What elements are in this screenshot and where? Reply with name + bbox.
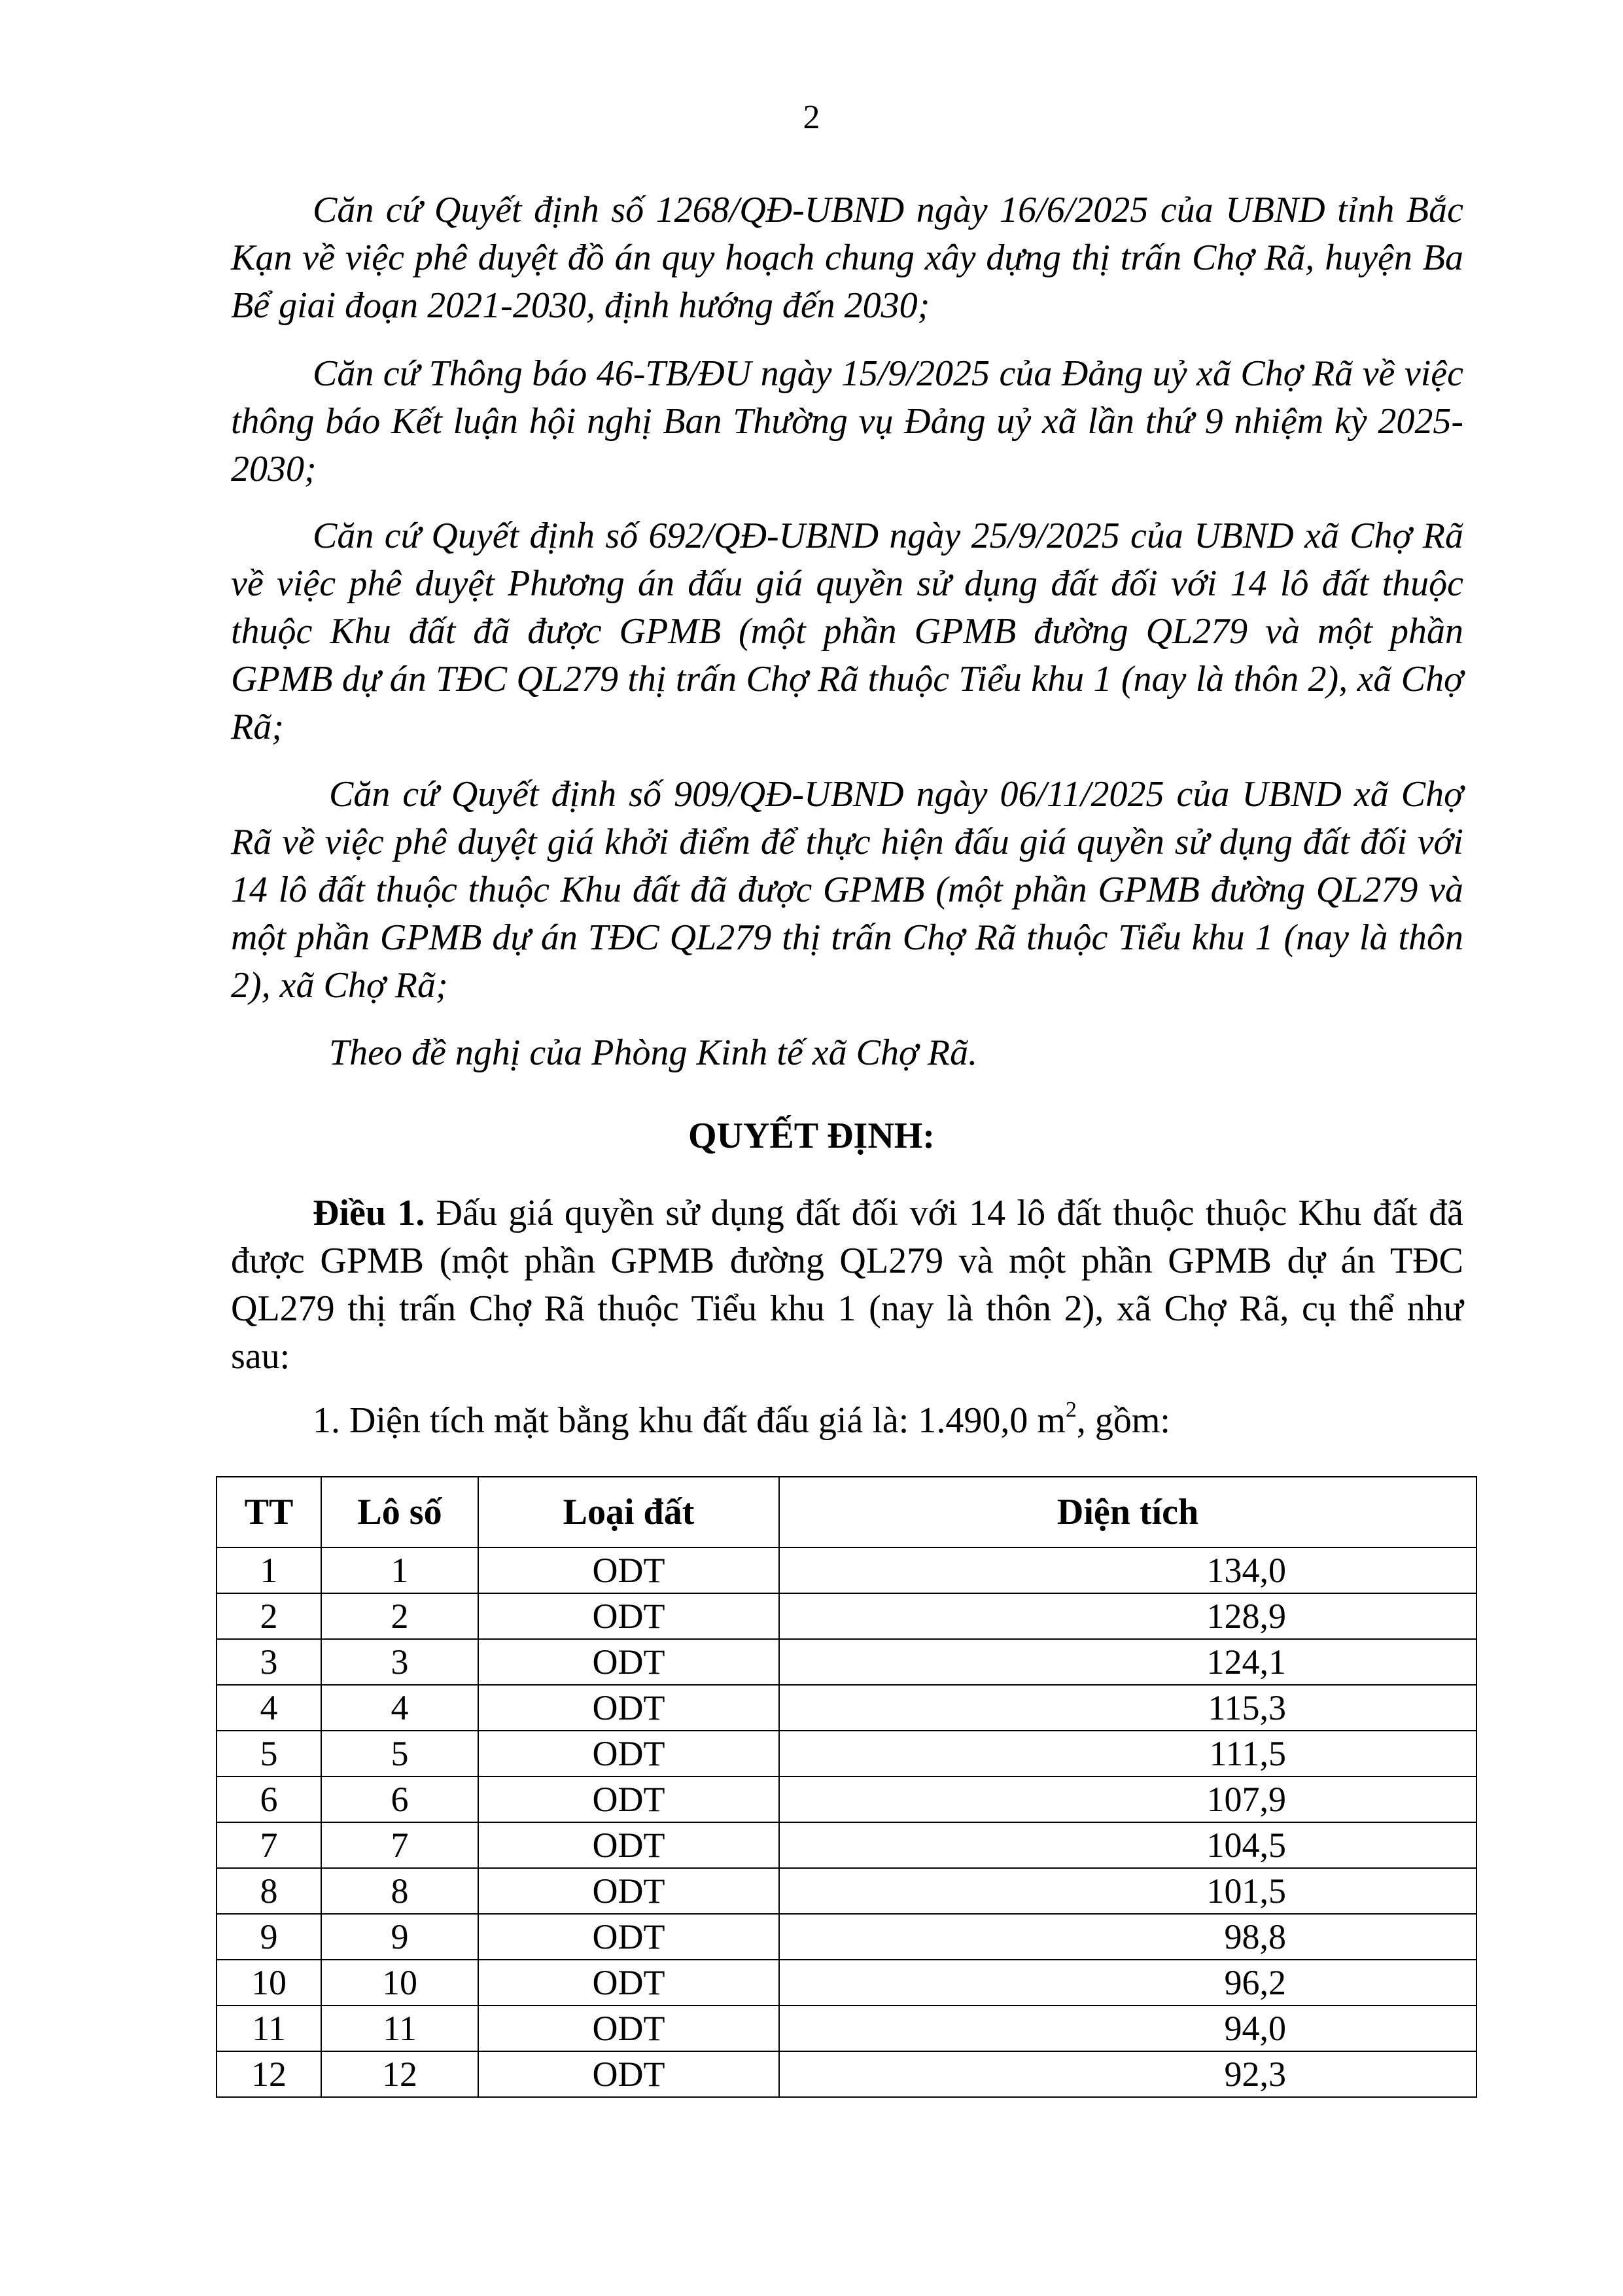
cell-land-type: ODT: [478, 1685, 779, 1731]
cell-tt: 6: [217, 1776, 321, 1822]
legal-basis-paragraph: Theo đề nghị của Phòng Kinh tế xã Chợ Rã.: [329, 1033, 978, 1073]
cell-area: 96,2: [779, 1960, 1476, 2005]
cell-lot: 12: [321, 2051, 478, 2097]
table-header-row: [217, 1477, 1476, 1547]
cell-area: 94,0: [779, 2005, 1476, 2051]
table-row: [217, 1685, 1476, 1731]
cell-lot: 6: [321, 1776, 478, 1822]
cell-area: 92,3: [779, 2051, 1476, 2097]
area-summary-text: 1. Diện tích mặt bằng khu đất đấu giá là: 1.490,0 m: [313, 1400, 1066, 1441]
cell-lot: 7: [321, 1822, 478, 1868]
table-row: [217, 1639, 1476, 1685]
cell-tt: 9: [217, 1914, 321, 1960]
cell-area: 128,9: [779, 1593, 1476, 1639]
page-number: 2: [803, 99, 820, 136]
cell-land-type: ODT: [478, 1822, 779, 1868]
cell-tt: 5: [217, 1731, 321, 1776]
cell-lot: 10: [321, 1960, 478, 2005]
table-row: [217, 2051, 1476, 2097]
cell-tt: 12: [217, 2051, 321, 2097]
table-row: [217, 2005, 1476, 2051]
cell-lot: 1: [321, 1547, 478, 1593]
cell-area: 98,8: [779, 1914, 1476, 1960]
table-row: [217, 1776, 1476, 1822]
table-row: [217, 1547, 1476, 1593]
cell-tt: 1: [217, 1547, 321, 1593]
article-1-paragraph: [231, 1190, 1463, 1381]
cell-lot: 4: [321, 1685, 478, 1731]
column-header-tt: TT: [217, 1477, 321, 1547]
column-header-lot: Lô số: [321, 1477, 478, 1547]
cell-tt: 8: [217, 1868, 321, 1914]
area-summary-line: [313, 1397, 1170, 1445]
article-1-label: Điều 1.: [313, 1193, 425, 1233]
area-summary-suffix: , gồm:: [1076, 1400, 1170, 1441]
cell-area: 111,5: [779, 1731, 1476, 1776]
table-row: [217, 1960, 1476, 2005]
legal-basis-paragraph: Căn cứ Quyết định số 909/QĐ-UBND ngày 06/11/2025 của UBND xã Chợ Rã về việc phê duyệt giá khởi điểm để thực hiện đấu giá quyền sử dụng đất đối với 14 lô đất thuộc thuộc Khu đất đã được GPMB (một phần GPMB đường QL279 và một phần GPMB dự án TĐC QL279 thị trấn Chợ Rã thuộc Tiểu khu 1 (nay là thôn 2), xã Chợ Rã;: [231, 774, 1463, 1006]
table-row: [217, 1731, 1476, 1776]
cell-land-type: ODT: [478, 1868, 779, 1914]
cell-land-type: ODT: [478, 2005, 779, 2051]
cell-area: 107,9: [779, 1776, 1476, 1822]
cell-tt: 3: [217, 1639, 321, 1685]
cell-lot: 11: [321, 2005, 478, 2051]
cell-area: 104,5: [779, 1822, 1476, 1868]
table-row: [217, 1593, 1476, 1639]
decision-heading: QUYẾT ĐỊNH:: [688, 1116, 935, 1156]
cell-lot: 9: [321, 1914, 478, 1960]
cell-lot: 5: [321, 1731, 478, 1776]
cell-land-type: ODT: [478, 2051, 779, 2097]
cell-land-type: ODT: [478, 1593, 779, 1639]
article-1-text: Đấu giá quyền sử dụng đất đối với 14 lô đất thuộc thuộc Khu đất đã được GPMB (một phần GPMB đường QL279 và một phần GPMB dự án TĐC QL279 thị trấn Chợ Rã thuộc Tiểu khu 1 (nay là thôn 2), xã Chợ Rã, cụ thể như sau:: [231, 1193, 1464, 1377]
cell-lot: 8: [321, 1868, 478, 1914]
column-header-land-type: Loại đất: [478, 1477, 779, 1547]
cell-land-type: ODT: [478, 1547, 779, 1593]
cell-area: 124,1: [779, 1639, 1476, 1685]
table-row: [217, 1822, 1476, 1868]
legal-basis-paragraph: Căn cứ Quyết định số 692/QĐ-UBND ngày 25/9/2025 của UBND xã Chợ Rã về việc phê duyệt Phương án đấu giá quyền sử dụng đất đối với 14 lô đất thuộc thuộc Khu đất đã được GPMB (một phần GPMB đường QL279 và một phần GPMB dự án TĐC QL279 thị trấn Chợ Rã thuộc Tiểu khu 1 (nay là thôn 2), xã Chợ Rã;: [231, 516, 1463, 747]
cell-lot: 2: [321, 1593, 478, 1639]
cell-land-type: ODT: [478, 1960, 779, 2005]
land-lots-table: [216, 1476, 1477, 2098]
cell-land-type: ODT: [478, 1639, 779, 1685]
cell-tt: 11: [217, 2005, 321, 2051]
cell-area: 101,5: [779, 1868, 1476, 1914]
legal-basis-paragraph: Căn cứ Quyết định số 1268/QĐ-UBND ngày 16/6/2025 của UBND tỉnh Bắc Kạn về việc phê duyệt đồ án quy hoạch chung xây dựng thị trấn Chợ Rã, huyện Ba Bể giai đoạn 2021-2030, định hướng đến 2030;: [231, 190, 1463, 326]
column-header-area: Diện tích: [779, 1477, 1476, 1547]
cell-tt: 10: [217, 1960, 321, 2005]
cell-tt: 4: [217, 1685, 321, 1731]
cell-area: 115,3: [779, 1685, 1476, 1731]
table-row: [217, 1868, 1476, 1914]
cell-area: 134,0: [779, 1547, 1476, 1593]
cell-tt: 2: [217, 1593, 321, 1639]
area-unit-superscript: 2: [1065, 1398, 1077, 1422]
cell-tt: 7: [217, 1822, 321, 1868]
cell-land-type: ODT: [478, 1731, 779, 1776]
cell-land-type: ODT: [478, 1776, 779, 1822]
table-row: [217, 1914, 1476, 1960]
legal-basis-paragraph: Căn cứ Thông báo 46-TB/ĐU ngày 15/9/2025 của Đảng uỷ xã Chợ Rã về việc thông báo Kết luận hội nghị Ban Thường vụ Đảng uỷ xã lần thứ 9 nhiệm kỳ 2025-2030;: [231, 353, 1463, 489]
cell-lot: 3: [321, 1639, 478, 1685]
cell-land-type: ODT: [478, 1914, 779, 1960]
